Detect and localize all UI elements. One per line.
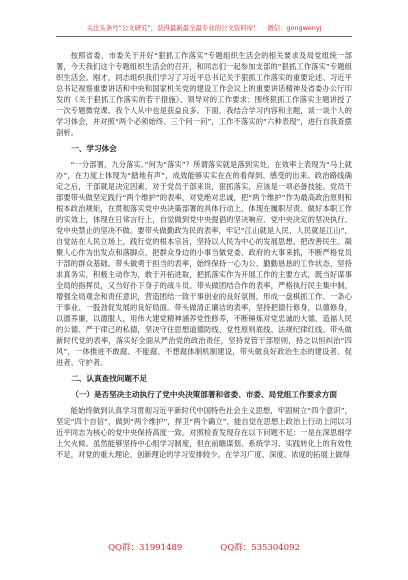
header-divider (56, 36, 352, 37)
banner-promo-text: 关注头条号“公文研究”，获得最新最全最专业的公文资料库！ (86, 24, 260, 32)
intro-paragraph: 按照省委、市委关于开好“狠抓工作落实”专题组织生活会的相关要求及局党组统一部署，今天我们这个专题组织生活会的召开，和同志们一起参加支部的“狠抓工作落实”专题组织生活会。刚才，同志组织我们学习了习近平总书记关于狠抓工作落实的重要论述、习近平总书记视察重要讲话和中央和国家机关党的建设工作会议上的重要讲话精神及省委办公厅印发的《关于狠抓工作落实的若干措施》、领导对的工作要求；围绕狠抓工作落实主题讲授了一次专题微党课。我个人从中也是获益良多。下面，我结合学习内容和主题，谈一谈个人的学习体会，并对照“两个必须始终、三个问一问”，工作不落实的“六种表现”，进行自我查摆剖析。 (56, 51, 352, 137)
footer-qq-2: QQ群：535304092 (220, 543, 300, 553)
section-heading-problems: 二、认真查找问题不足 (71, 374, 148, 383)
problems-paragraph: 能始终做到认真学习贯彻习近平新时代中国特色社会主义思想，牢固树立“四个意识”，坚定“四个自信”，做到“两个维护”，捍卫“两个确立”，能自觉在思想上政治上行动上同以习近平同志为核心的党中央保持高度一致。对照检查发现存在以下问题不足：一是在深思细学上欠火候。虽然能够坚持中心组学习制度，但在前瞻谋划、系统学习、实践转化上的有效性不足，对党的重大理论、创新理论的学习安排较少。在学习广度、深度、浓度的拓展上做得 (56, 406, 352, 459)
footer-qq-1: QQ群：31991489 (108, 543, 183, 553)
document-body (56, 50, 352, 460)
header-banner (58, 21, 350, 34)
banner-wechat-text: 微信：gongwenyj (267, 24, 322, 32)
section-heading-study: 一、学习体会 (71, 144, 117, 153)
subsection-heading-1: （一）是否坚决主动执行了党中央决策部署和省委、市委、局党组工作要求方面 (71, 390, 337, 399)
footer-contacts (56, 541, 352, 553)
study-paragraph: “一分部署，九分落实。”何为“落实”？所谓落实就是落到实处，在效率上表现为“马上就办”，在力度上体现为“踏地有声”，成效能够实实在在的看得到、感受的出来。政治路线确定之后，干部就是决定因素，对于党员干部来说，狠抓落实，应该是一项必备技能。党员干部要带头做坚定践行“两个维护”的表率，对党绝对忠诚，把“两个维护”作为最高政治原则和根本政治规矩，在贯彻落实党中央决策部署的具体行动上，体现在履职尽责、做好本职工作的实效上，体现在日常言行上，自觉做到党中央提倡的坚决响应、党中央决定的坚决执行、党中央禁止的坚决不做。要带头做勤政为民的表率，牢记“江山就是人民、人民就是江山”，自觉站在人民立场上，践行党的根本宗旨，坚持以人民为中心的发展思想，把改善民生、凝聚人心作为出发点和落脚点，把群众身边的小事当做党委、政府的大事来抓，不断严格党员干部的群众基础。带头做勇于担当的表率，始终保持一心为公、勤勤恳恳的工作状态，坚持求真务实，积极主动作为，敢于开拓进取，把抓落实作为开展工作的主要方式，既当好谋事全局的指挥员，又当好扑下身子的战斗员。带头做团结合作的表率，严格执行民主集中制，增强全局观念和责任意识，营造团结一致干事创业的良好氛围，形成一盘棋抓工作、一条心干事业、一股劲促发展的良好局面。带头做清正廉洁的表率，坚持把德行修身，以德修身，以德养廉，以德服人，用伟大建党精神涵养党性修养，不断锤炼对党忠诚的大德、造福人民的公德、严于律己的私德，坚决守住思想道德防线、党性原则底线、法规纪律红线。带头做新时代党的表率，落实好全面从严治党的政治责任，坚持党管干部原则，持之以恒纠治“四风”，一体推进不敢腐、不能腐、不想腐体制机制建设，带头做良好政治生态的建设者、促进者、守护者。 (56, 160, 352, 367)
